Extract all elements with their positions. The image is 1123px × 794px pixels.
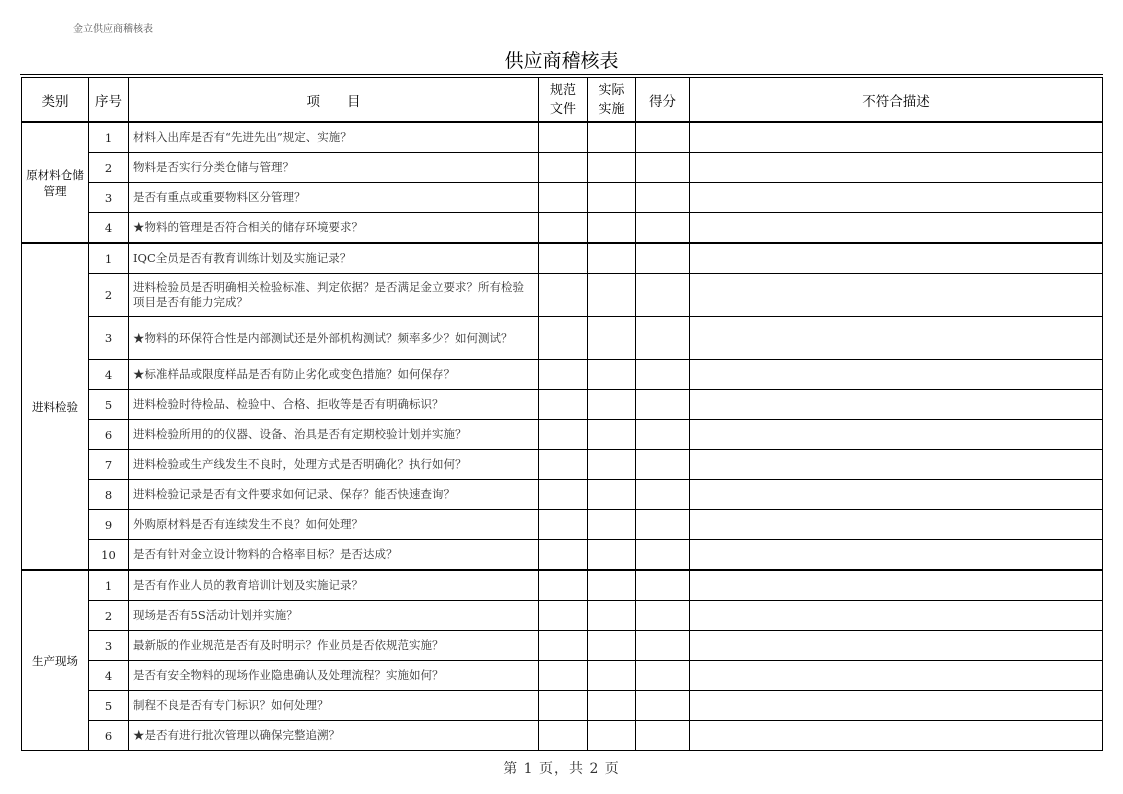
- item-cell: IQC全员是否有教育训练计划及实施记录？: [129, 243, 539, 274]
- nonconformity-cell[interactable]: [690, 183, 1103, 213]
- nonconformity-cell[interactable]: [690, 153, 1103, 183]
- item-cell: ★物料的环保符合性是内部测试还是外部机构测试？频率多少？如何测试？: [129, 317, 539, 360]
- score-cell[interactable]: [636, 540, 690, 571]
- table-row: [22, 450, 1103, 480]
- actual-line1: 实际: [598, 82, 625, 98]
- table-row: [22, 360, 1103, 390]
- table-row: [22, 570, 1103, 601]
- score-cell[interactable]: [636, 480, 690, 510]
- col-header-score: 得分: [636, 78, 690, 123]
- spec-doc-cell[interactable]: [539, 510, 588, 540]
- category-cell: 原材料仓储管理: [22, 122, 89, 243]
- table-row: [22, 480, 1103, 510]
- item-cell: 是否有安全物料的现场作业隐患确认及处理流程？实施如何？: [129, 661, 539, 691]
- spec-doc-cell[interactable]: [539, 480, 588, 510]
- spec-doc-line1: 规范: [549, 82, 576, 98]
- nonconformity-cell[interactable]: [690, 420, 1103, 450]
- item-cell: 进料检验记录是否有文件要求如何记录、保存？能否快速查询？: [129, 480, 539, 510]
- actual-cell[interactable]: [588, 661, 636, 691]
- item-cell: 物料是否实行分类仓储与管理？: [129, 153, 539, 183]
- table-row: [22, 213, 1103, 244]
- table-row: [22, 390, 1103, 420]
- score-cell[interactable]: [636, 510, 690, 540]
- spec-doc-line2: 文件: [549, 101, 576, 117]
- nonconformity-cell[interactable]: [690, 317, 1103, 360]
- actual-cell[interactable]: [588, 510, 636, 540]
- spec-doc-cell[interactable]: [539, 360, 588, 390]
- seq-cell: 3: [89, 183, 129, 213]
- seq-cell: 5: [89, 390, 129, 420]
- spec-doc-cell[interactable]: [539, 183, 588, 213]
- nonconformity-cell[interactable]: [690, 691, 1103, 721]
- seq-cell: 6: [89, 420, 129, 450]
- nonconformity-cell[interactable]: [690, 570, 1103, 601]
- score-cell[interactable]: [636, 661, 690, 691]
- table-row: [22, 420, 1103, 450]
- actual-cell[interactable]: [588, 183, 636, 213]
- item-cell: ★是否有进行批次管理以确保完整追溯？: [129, 721, 539, 751]
- spec-doc-cell[interactable]: [539, 213, 588, 244]
- nonconformity-cell[interactable]: [690, 510, 1103, 540]
- actual-cell[interactable]: [588, 570, 636, 601]
- item-cell: 现场是否有5S活动计划并实施？: [129, 601, 539, 631]
- item-cell: 进料检验所用的的仪器、设备、治具是否有定期校验计划并实施？: [129, 420, 539, 450]
- nonconformity-cell[interactable]: [690, 661, 1103, 691]
- table-row: [22, 274, 1103, 317]
- seq-cell: 7: [89, 450, 129, 480]
- col-header-actual: [588, 78, 636, 123]
- score-cell[interactable]: [636, 213, 690, 244]
- actual-cell[interactable]: [588, 317, 636, 360]
- actual-cell[interactable]: [588, 450, 636, 480]
- col-header-item: 项 目: [129, 78, 539, 123]
- item-cell: ★标准样品或限度样品是否有防止劣化或变色措施？如何保存？: [129, 360, 539, 390]
- score-cell[interactable]: [636, 317, 690, 360]
- table-row: [22, 691, 1103, 721]
- table-row: [22, 317, 1103, 360]
- score-cell[interactable]: [636, 631, 690, 661]
- spec-doc-cell[interactable]: [539, 122, 588, 153]
- spec-doc-cell[interactable]: [539, 420, 588, 450]
- spec-doc-cell[interactable]: [539, 390, 588, 420]
- seq-cell: 1: [89, 570, 129, 601]
- score-cell[interactable]: [636, 450, 690, 480]
- actual-cell[interactable]: [588, 691, 636, 721]
- spec-doc-cell[interactable]: [539, 721, 588, 751]
- score-cell[interactable]: [636, 153, 690, 183]
- item-cell: 是否有作业人员的教育培训计划及实施记录？: [129, 570, 539, 601]
- spec-doc-cell[interactable]: [539, 153, 588, 183]
- item-cell: 是否有针对金立设计物料的合格率目标？是否达成？: [129, 540, 539, 571]
- title-rule: [20, 74, 1103, 75]
- seq-cell: 10: [89, 540, 129, 571]
- nonconformity-cell[interactable]: [690, 721, 1103, 751]
- table-row: [22, 243, 1103, 274]
- seq-cell: 8: [89, 480, 129, 510]
- item-cell: 材料入出库是否有“先进先出”规定、实施？: [129, 122, 539, 153]
- actual-line2: 实施: [598, 101, 625, 117]
- nonconformity-cell[interactable]: [690, 274, 1103, 317]
- item-cell: 制程不良是否有专门标识？如何处理？: [129, 691, 539, 721]
- running-header: 金立供应商稽核表: [73, 24, 153, 35]
- table-row: [22, 183, 1103, 213]
- seq-cell: 9: [89, 510, 129, 540]
- nonconformity-cell[interactable]: [690, 122, 1103, 153]
- seq-cell: 6: [89, 721, 129, 751]
- nonconformity-cell[interactable]: [690, 360, 1103, 390]
- actual-cell[interactable]: [588, 480, 636, 510]
- seq-cell: 4: [89, 360, 129, 390]
- nonconformity-cell[interactable]: [690, 390, 1103, 420]
- nonconformity-cell[interactable]: [690, 450, 1103, 480]
- audit-table: [21, 77, 1103, 751]
- seq-cell: 3: [89, 631, 129, 661]
- table-row: [22, 153, 1103, 183]
- table-row: [22, 721, 1103, 751]
- score-cell[interactable]: [636, 721, 690, 751]
- nonconformity-cell[interactable]: [690, 631, 1103, 661]
- table-header-row: [22, 78, 1103, 123]
- score-cell[interactable]: [636, 360, 690, 390]
- score-cell[interactable]: [636, 601, 690, 631]
- category-cell: 生产现场: [22, 570, 89, 751]
- nonconformity-cell[interactable]: [690, 601, 1103, 631]
- spec-doc-cell[interactable]: [539, 661, 588, 691]
- table-row: [22, 122, 1103, 153]
- actual-cell[interactable]: [588, 390, 636, 420]
- score-cell[interactable]: [636, 183, 690, 213]
- col-header-spec-doc: [539, 78, 588, 123]
- score-cell[interactable]: [636, 274, 690, 317]
- col-header-nonconformity: 不符合描述: [690, 78, 1103, 123]
- item-cell: 外购原材料是否有连续发生不良？如何处理？: [129, 510, 539, 540]
- seq-cell: 2: [89, 153, 129, 183]
- spec-doc-cell[interactable]: [539, 540, 588, 571]
- actual-cell[interactable]: [588, 213, 636, 244]
- spec-doc-cell[interactable]: [539, 631, 588, 661]
- score-cell[interactable]: [636, 570, 690, 601]
- category-cell: 进料检验: [22, 243, 89, 570]
- spec-doc-cell[interactable]: [539, 570, 588, 601]
- actual-cell[interactable]: [588, 243, 636, 274]
- item-cell: 进料检验或生产线发生不良时，处理方式是否明确化？执行如何？: [129, 450, 539, 480]
- nonconformity-cell[interactable]: [690, 540, 1103, 571]
- seq-cell: 4: [89, 213, 129, 244]
- table-row: [22, 540, 1103, 571]
- actual-cell[interactable]: [588, 420, 636, 450]
- col-header-seq: 序号: [89, 78, 129, 123]
- score-cell[interactable]: [636, 691, 690, 721]
- seq-cell: 2: [89, 274, 129, 317]
- actual-cell[interactable]: [588, 631, 636, 661]
- item-cell: ★物料的管理是否符合相关的储存环境要求？: [129, 213, 539, 244]
- actual-cell[interactable]: [588, 274, 636, 317]
- spec-doc-cell[interactable]: [539, 243, 588, 274]
- seq-cell: 4: [89, 661, 129, 691]
- actual-cell[interactable]: [588, 721, 636, 751]
- actual-cell[interactable]: [588, 540, 636, 571]
- nonconformity-cell[interactable]: [690, 213, 1103, 244]
- table-row: [22, 510, 1103, 540]
- item-cell: 进料检验员是否明确相关检验标准、判定依据？是否满足金立要求？所有检验项目是否有能力完成？: [129, 274, 539, 317]
- col-header-category: 类别: [22, 78, 89, 123]
- seq-cell: 3: [89, 317, 129, 360]
- spec-doc-cell[interactable]: [539, 601, 588, 631]
- spec-doc-cell[interactable]: [539, 274, 588, 317]
- item-cell: 进料检验时待检品、检验中、合格、拒收等是否有明确标识？: [129, 390, 539, 420]
- page-footer: 第 1 页，共 2 页: [503, 761, 620, 777]
- actual-cell[interactable]: [588, 601, 636, 631]
- table-row: [22, 661, 1103, 691]
- actual-cell[interactable]: [588, 153, 636, 183]
- table-row: [22, 631, 1103, 661]
- seq-cell: 1: [89, 243, 129, 274]
- item-cell: 是否有重点或重要物料区分管理？: [129, 183, 539, 213]
- spec-doc-cell[interactable]: [539, 450, 588, 480]
- score-cell[interactable]: [636, 420, 690, 450]
- table-row: [22, 601, 1103, 631]
- nonconformity-cell[interactable]: [690, 243, 1103, 274]
- score-cell[interactable]: [636, 122, 690, 153]
- actual-cell[interactable]: [588, 360, 636, 390]
- item-cell: 最新版的作业规范是否有及时明示？作业员是否依规范实施？: [129, 631, 539, 661]
- score-cell[interactable]: [636, 390, 690, 420]
- seq-cell: 1: [89, 122, 129, 153]
- score-cell[interactable]: [636, 243, 690, 274]
- seq-cell: 5: [89, 691, 129, 721]
- seq-cell: 2: [89, 601, 129, 631]
- spec-doc-cell[interactable]: [539, 317, 588, 360]
- document-title: 供应商稽核表: [504, 50, 619, 72]
- nonconformity-cell[interactable]: [690, 480, 1103, 510]
- actual-cell[interactable]: [588, 122, 636, 153]
- spec-doc-cell[interactable]: [539, 691, 588, 721]
